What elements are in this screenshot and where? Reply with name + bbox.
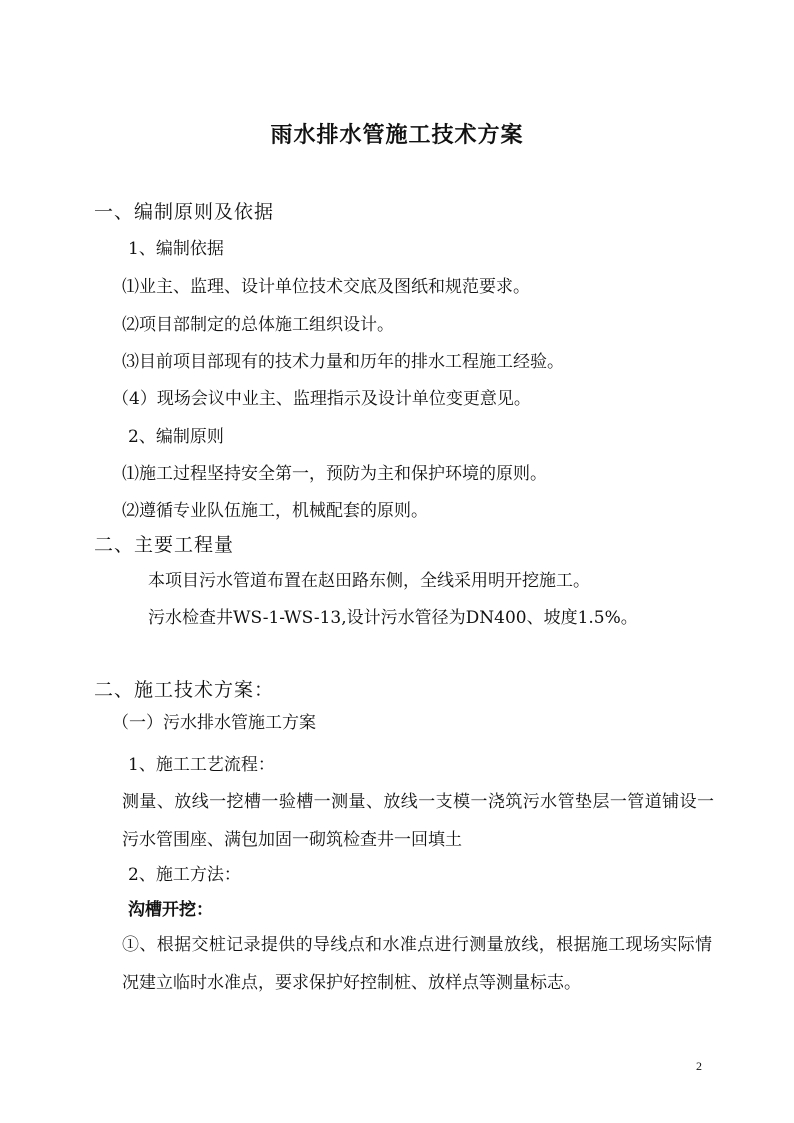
- subsection-heading: 2、编制原则: [128, 427, 224, 447]
- list-item: ⑵项目部制定的总体施工组织设计。: [122, 315, 394, 335]
- list-item: ⑴业主、监理、设计单位技术交底及图纸和规范要求。: [122, 277, 530, 297]
- list-item: ⑴施工过程坚持安全第一，预防为主和保护环境的原则。: [122, 464, 547, 484]
- paragraph: 本项目污水管道布置在赵田路东侧，全线采用明开挖施工。: [148, 571, 590, 591]
- section-heading-3: 二、施工技术方案：: [94, 679, 275, 701]
- step-heading: 1、施工工艺流程：: [128, 755, 275, 775]
- page-number: 2: [696, 1059, 702, 1073]
- document-title: 雨水排水管施工技术方案: [270, 123, 524, 148]
- process-flow-paragraph: 测量、放线一挖槽一验槽一测量、放线一支模一浇筑污水管垫层一管道铺设一污水管围座、满包加固一砌筑检查井一回填土: [122, 792, 714, 850]
- section-heading-2: 二、主要工程量: [94, 534, 235, 556]
- paragraph: 污水检查井WS-1-WS-13,设计污水管径为DN400、坡度1.5%。: [148, 608, 638, 628]
- step-heading: 2、施工方法：: [128, 865, 241, 885]
- trench-paragraph: ①、根据交桩记录提供的导线点和水准点进行测量放线，根据施工现场实际情况建立临时水准点，要求保护好控制桩、放样点等测量标志。: [122, 935, 712, 993]
- list-item: ⑵遵循专业队伍施工，机械配套的原则。: [122, 501, 428, 521]
- list-item: ⑶目前项目部现有的技术力量和历年的排水工程施工经验。: [122, 352, 564, 372]
- trench-heading: 沟槽开挖：: [128, 900, 213, 920]
- subsection-heading: 1、编制依据: [128, 239, 224, 259]
- subsection-heading: （一）污水排水管施工方案: [112, 713, 316, 733]
- section-heading-1: 一、编制原则及依据: [94, 201, 275, 223]
- list-item: （4）现场会议中业主、监理指示及设计单位变更意见。: [112, 389, 531, 409]
